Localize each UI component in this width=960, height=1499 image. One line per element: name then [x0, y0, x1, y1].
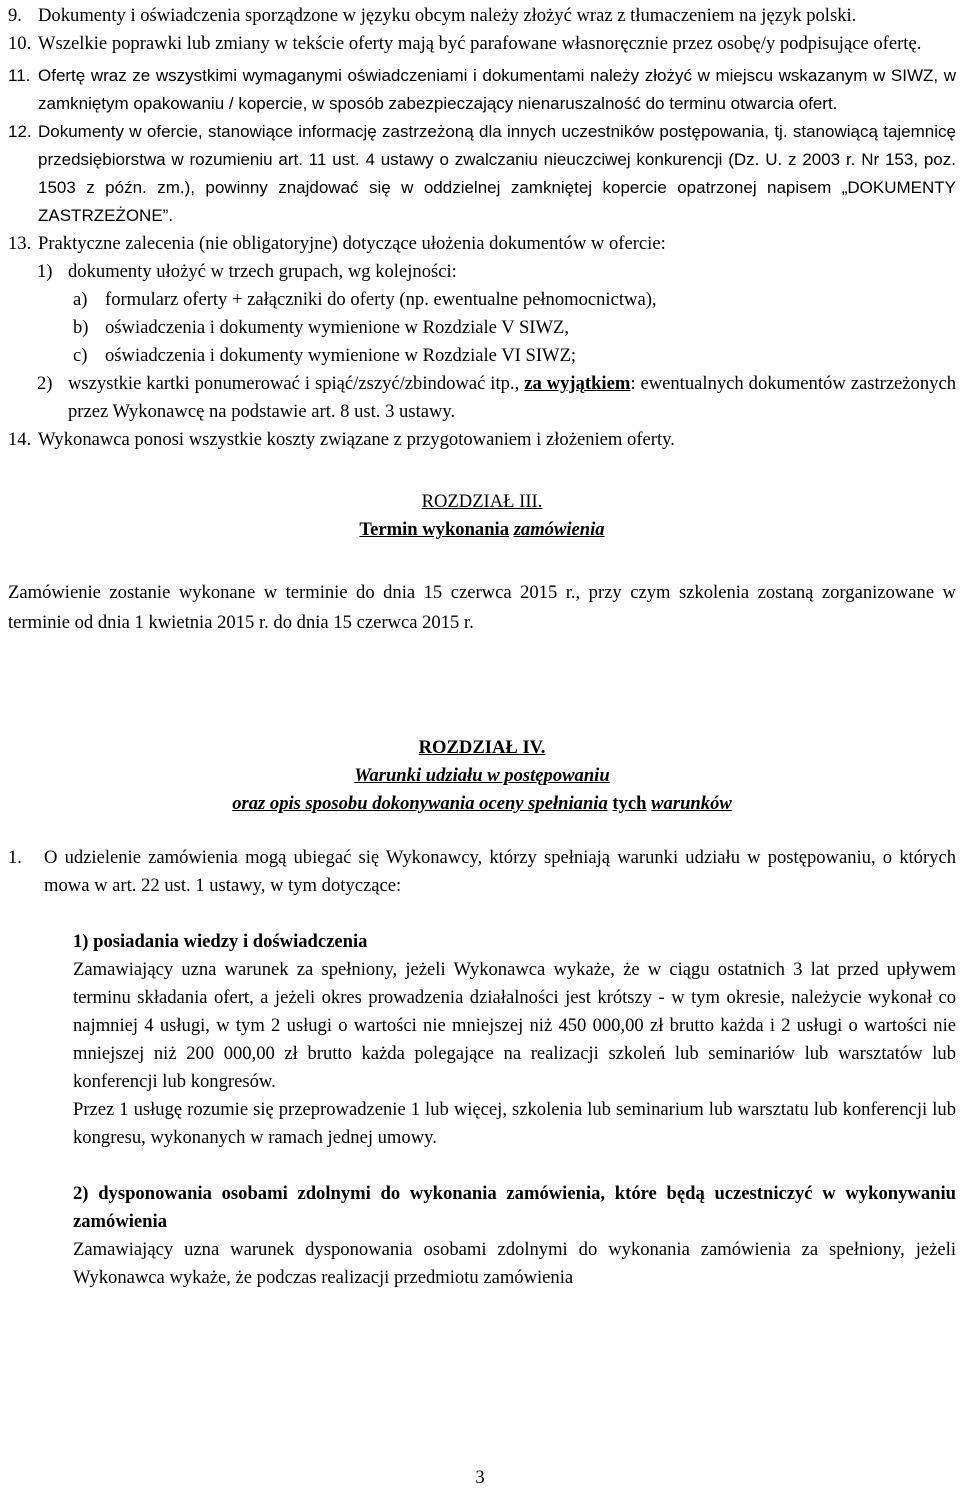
list-subitem-13-2: [8, 370, 956, 426]
chapter-3-body: Zamówienie zostanie wykonane w terminie do dnia 15 czerwca 2015 r., przy czym szkolenia zostaną zorganizowane w terminie od dnia 1 kwietnia 2015 r. do dnia 15 czerwca 2015 r.: [8, 582, 956, 633]
chapter-4-title-line1: Warunki udziału w postępowaniu: [354, 765, 610, 786]
page-number: 3: [475, 1467, 485, 1488]
chapter-4-title-line2-a: oraz opis sposobu dokonywania oceny spełniania: [232, 793, 608, 814]
subitem-text: formularz oferty + załączniki do oferty (np. ewentualne pełnomocnictwa),: [105, 289, 657, 310]
subitem-text: oświadczenia i dokumenty wymienione w Rozdziale V SIWZ,: [105, 317, 570, 338]
item-number: 10.: [8, 33, 32, 54]
item-number: 13.: [8, 233, 32, 254]
list-item-11: [8, 62, 956, 118]
subitem-letter: c): [73, 345, 88, 366]
subitem-number: 1): [37, 261, 53, 282]
chapter-3-heading: ROZDZIAŁ III.: [421, 491, 543, 512]
point-text: O udzielenie zamówienia mogą ubiegać się Wykonawcy, którzy spełniają warunki udziału w postępowaniu, o których mowa w art. 22 ust. 1 ustawy, w tym dotyczące:: [44, 847, 956, 896]
section-2-title: 2) dysponowania osobami zdolnymi do wykonania zamówienia, które będą uczestniczyć w wykonywaniu zamówienia: [73, 1183, 956, 1232]
item-number: 14.: [8, 429, 32, 450]
section-2-body: Zamawiający uzna warunek dysponowania osobami zdolnymi do wykonania zamówienia za spełniony, jeżeli Wykonawca wykaże, że podczas realizacji przedmiotu zamówienia: [73, 1239, 956, 1288]
list-subitem-13-1: [8, 258, 956, 286]
item-text: Wykonawca ponosi wszystkie koszty związane z przygotowaniem i złożeniem oferty.: [38, 429, 675, 450]
subitem-text-continued: : ewentualnych dokumentów zastrzeżonych przez Wykonawcę na podstawie art. 8 ust. 3 ustawy.: [68, 373, 956, 422]
subitem-letter: a): [73, 289, 88, 310]
item-text: Praktyczne zalecenia (nie obligatoryjne) dotyczące ułożenia dokumentów w ofercie:: [38, 233, 666, 254]
chapter-4-title-line2: [8, 790, 956, 818]
item-text: Dokumenty w ofercie, stanowiące informację zastrzeżoną dla innych uczestników postępowania, tj. stanowiącą tajemnicę przedsiębiorstwa w rozumieniu art. 11 ust. 4 ustawy o zwalczaniu nieuczciwej konkurencji (Dz. U. z 2003 r. Nr 153, poz. 1503 z późn. zm.), powinny znajdować się w oddzielnej zamkniętej kopercie opatrzonej napisem „DOKUMENTY ZASTRZEŻONE”.: [38, 122, 956, 225]
subitem-text: oświadczenia i dokumenty wymienione w Rozdziale VI SIWZ;: [105, 345, 577, 366]
section-1-title: 1) posiadania wiedzy i doświadczenia: [73, 931, 368, 952]
item-number: 11.: [8, 66, 31, 85]
list-item-10: [8, 30, 956, 58]
document-page: [8, 2, 956, 1292]
item-text: Ofertę wraz ze wszystkimi wymaganymi oświadczeniami i dokumentami należy złożyć w miejscu wskazanym w SIWZ, w zamkniętym opakowaniu / kopercie, w sposób zabezpieczający nienaruszalność do terminu otwarcia ofert.: [38, 66, 956, 113]
list-subitem-13-1a: [8, 286, 956, 314]
list-item-14: [8, 426, 956, 454]
section-1-body: Zamawiający uzna warunek za spełniony, jeżeli Wykonawca wykaże, że w ciągu ostatnich 3 lat przed upływem terminu składania ofert, a jeżeli okres prowadzenia działalności jest krótszy - w tym okresie, należycie wykonał co najmniej 4 usługi, w tym 2 usługi o wartości nie mniejszej niż 450 000,00 zł brutto każda i 2 usługi o wartości nie mniejszej niż 200 000,00 zł brutto każda polegające na realizacji szkoleń lub seminariów lub warsztatów lub konferencji lub kongresów.: [73, 959, 956, 1092]
chapter-3-title-a: Termin wykonania: [359, 519, 510, 540]
emphasis-text: za wyjątkiem: [524, 373, 631, 394]
item-number: 9.: [8, 5, 22, 26]
item-text: Wszelkie poprawki lub zmiany w tekście oferty mają być parafowane własnoręcznie przez osobę/y podpisujące ofertę.: [38, 33, 922, 54]
chapter-4-heading: ROZDZIAŁ IV.: [418, 737, 546, 758]
list-subitem-13-1b: [8, 314, 956, 342]
chapter-3-title-b: zamówienia: [513, 519, 605, 540]
item-number: 12.: [8, 122, 32, 141]
subitem-letter: b): [73, 317, 89, 338]
list-item-12: [8, 118, 956, 230]
subitem-number: 2): [37, 373, 53, 394]
point-number: 1.: [8, 847, 22, 868]
chapter-4-title-line2-b: tych: [612, 793, 647, 814]
list-subitem-13-1c: [8, 342, 956, 370]
subitem-text: wszystkie kartki ponumerować i spiąć/zszyć/zbindować itp.,: [68, 373, 520, 394]
list-item-13: [8, 230, 956, 258]
list-item-9: [8, 2, 956, 30]
section-1-note: Przez 1 usługę rozumie się przeprowadzenie 1 lub więcej, szkolenia lub seminarium lub warsztatu lub konferencji lub kongresu, wykonanych w ramach jednej umowy.: [73, 1099, 956, 1148]
subitem-text: dokumenty ułożyć w trzech grupach, wg kolejności:: [68, 261, 457, 282]
chapter-4-point-1: [8, 844, 956, 900]
chapter-4-title-line2-c: warunków: [651, 793, 732, 814]
item-text: Dokumenty i oświadczenia sporządzone w języku obcym należy złożyć wraz z tłumaczeniem na język polski.: [38, 5, 857, 26]
chapter-3-title: [8, 516, 956, 544]
